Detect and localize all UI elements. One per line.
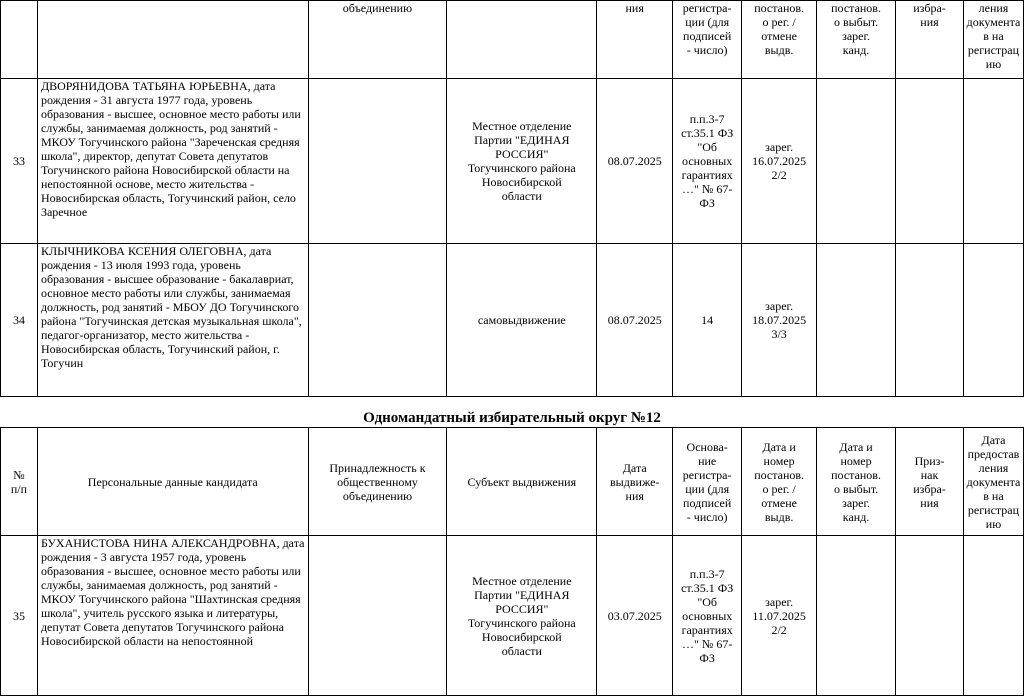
header-person: Персональные данные кандидата [37,428,308,536]
row-person: ДВОРЯНИДОВА ТАТЬЯНА ЮРЬЕВНА, дата рождения - 31 августа 1977 года, уровень образования - высшее, основное место работы или службы, занимаемая должность, род занятий - МКОУ Тогучинского района "Зареченская средняя школа", директор, депутат Совета депутатов Тогучинского района Новосибирской области на непостоянной основе, место жительства - Новосибирская область, Тогучинский район, село Заречное [37,79,308,244]
header-subject [447,1,597,79]
row-date: 08.07.2025 [597,244,673,397]
row-withdraw [817,536,896,696]
section-title: Одномандатный избирательный округ №12 [363,410,661,426]
table-row [1,79,1024,244]
row-affiliation [308,244,447,397]
header-num: № п/п [1,428,38,536]
header-withdraw-decree: Дата и номер постанов. о выбыт. зарег. канд. [817,428,896,536]
header-subject: Субъект выдвижения [447,428,597,536]
table-row [1,536,1024,696]
row-reg: зарег. 16.07.2025 2/2 [742,79,817,244]
row-person: БУХАНИСТОВА НИНА АЛЕКСАНДРОВНА, дата рождения - 3 августа 1957 года, уровень образования - высшее, основное место работы или службы, занимаемая должность, род занятий - МКОУ Тогучинского района "Шахтинская средняя школа", учитель русского языка и литературы, депутат Совета депутатов Тогучинского района Новосибирской области на непостоянной [37,536,308,696]
row-subject: самовыдвижение [447,244,597,397]
row-docs [963,79,1023,244]
row-date: 03.07.2025 [597,536,673,696]
row-sign [896,536,964,696]
header-date: Дата выдвиже- ния [597,428,673,536]
row-sign [896,79,964,244]
header-affiliation: объединению [308,1,447,79]
header-num [1,1,38,79]
header-sign: избра- ния [896,1,964,79]
row-reg: зарег. 11.07.2025 2/2 [742,536,817,696]
header-basis: Основа- ние регистра- ции (для подписей - число) [673,428,742,536]
header-date: ния [597,1,673,79]
row-basis: 14 [673,244,742,397]
table-header [1,428,1024,536]
candidates-table [0,427,1024,696]
row-subject: Местное отделение Партии "ЕДИНАЯ РОССИЯ" Тогучинского района Новосибирской области [447,79,597,244]
header-sign: Приз- нак избра- ния [896,428,964,536]
row-date: 08.07.2025 [597,79,673,244]
row-affiliation [308,79,447,244]
row-basis: п.п.3-7 ст.35.1 ФЗ "Об основных гарантиях …" № 67- ФЗ [673,79,742,244]
row-num: 35 [1,536,38,696]
row-affiliation [308,536,447,696]
row-basis: п.п.3-7 ст.35.1 ФЗ "Об основных гарантиях …" № 67- ФЗ [673,536,742,696]
header-person [37,1,308,79]
header-reg-decree: постанов. о рег. / отмене выдв. [742,1,817,79]
row-person: КЛЫЧНИКОВА КСЕНИЯ ОЛЕГОВНА, дата рождения - 13 июля 1993 года, уровень образования - высшее образование - бакалавриат, основное место работы или службы, занимаемая должность, род занятий - МБОУ ДО Тогучинского района "Тогучинская детская музыкальная школа", педагог-организатор, место жительства - Новосибирская область, Тогучинский район, г. Тогучин [37,244,308,397]
header-affiliation: Принадлежность к общественному объединению [308,428,447,536]
row-num: 33 [1,79,38,244]
header-withdraw-decree: постанов. о выбыт. зарег. канд. [817,1,896,79]
header-docs: Дата предостав ления документа в на регистрац ию [963,428,1023,536]
table-header-continued [1,1,1024,79]
header-reg-decree: Дата и номер постанов. о рег. / отмене выдв. [742,428,817,536]
header-docs: ления документа в на регистрац ию [963,1,1023,79]
row-num: 34 [1,244,38,397]
row-withdraw [817,244,896,397]
row-reg: зарег. 18.07.2025 3/3 [742,244,817,397]
header-basis: регистра- ции (для подписей - число) [673,1,742,79]
row-docs [963,536,1023,696]
row-withdraw [817,79,896,244]
row-sign [896,244,964,397]
row-docs [963,244,1023,397]
table-row [1,244,1024,397]
row-subject: Местное отделение Партии "ЕДИНАЯ РОССИЯ" Тогучинского района Новосибирской области [447,536,597,696]
